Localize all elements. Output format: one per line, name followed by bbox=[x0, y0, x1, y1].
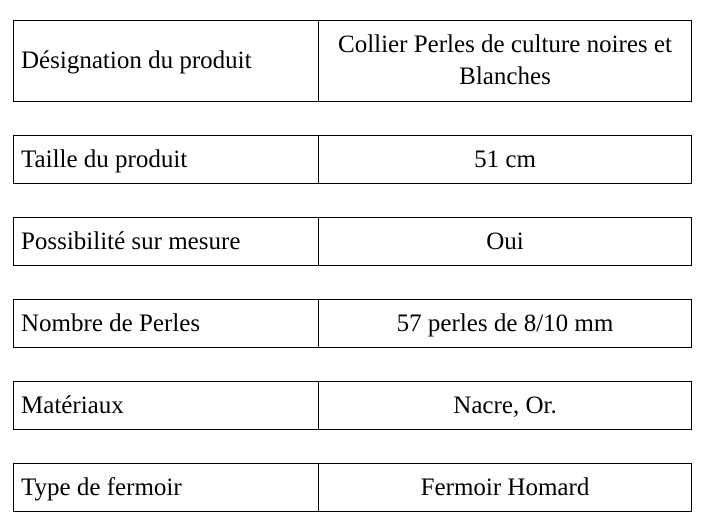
designation-label: Désignation du produit bbox=[14, 21, 319, 102]
spec-table-nombre-perles bbox=[13, 299, 692, 348]
sur-mesure-value: Oui bbox=[319, 218, 692, 266]
table-row bbox=[14, 382, 692, 430]
spec-table-designation bbox=[13, 20, 692, 102]
table-row bbox=[14, 218, 692, 266]
table-row bbox=[14, 136, 692, 184]
table-row bbox=[14, 300, 692, 348]
spec-table-sur-mesure bbox=[13, 217, 692, 266]
designation-value: Collier Perles de culture noires et Blanches bbox=[319, 21, 692, 102]
nombre-perles-label: Nombre de Perles bbox=[14, 300, 319, 348]
taille-label: Taille du produit bbox=[14, 136, 319, 184]
fermoir-label: Type de fermoir bbox=[14, 464, 319, 512]
materiaux-label: Matériaux bbox=[14, 382, 319, 430]
spec-table-materiaux bbox=[13, 381, 692, 430]
spec-table-taille bbox=[13, 135, 692, 184]
table-row bbox=[14, 21, 692, 102]
spec-table-fermoir bbox=[13, 463, 692, 512]
table-row bbox=[14, 464, 692, 512]
fermoir-value: Fermoir Homard bbox=[319, 464, 692, 512]
materiaux-value: Nacre, Or. bbox=[319, 382, 692, 430]
sur-mesure-label: Possibilité sur mesure bbox=[14, 218, 319, 266]
nombre-perles-value: 57 perles de 8/10 mm bbox=[319, 300, 692, 348]
taille-value: 51 cm bbox=[319, 136, 692, 184]
